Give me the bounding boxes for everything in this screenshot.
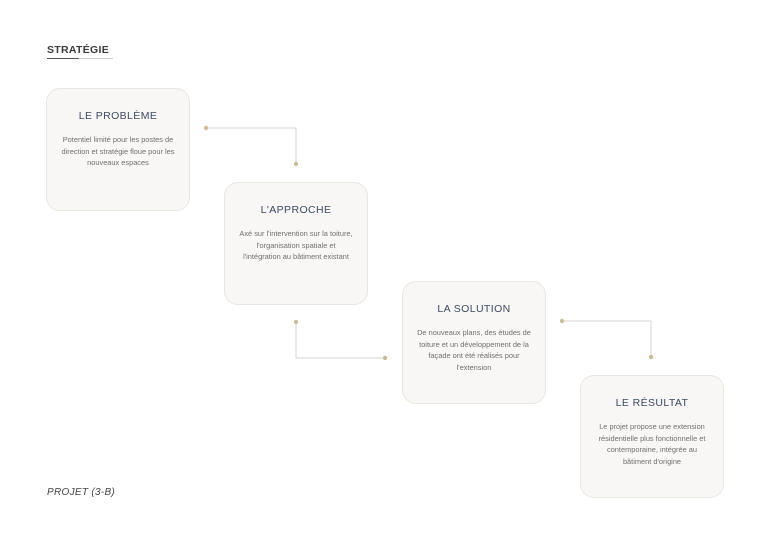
step-description: Le projet propose une extension résidentielle plus fonctionnelle et contemporaine, intégrée au bâtiment d'origine xyxy=(598,422,706,466)
step-card-resultat xyxy=(580,375,724,498)
step-card-solution xyxy=(402,281,546,404)
step-card-approche xyxy=(224,182,368,305)
connector-approche-solution xyxy=(294,320,387,360)
step-title: LE PROBLÈME xyxy=(78,110,158,122)
step-card-probleme xyxy=(46,88,190,211)
connector-probleme-approche xyxy=(204,126,298,166)
connector-solution-resultat xyxy=(560,319,653,359)
project-label: PROJET (3-B) xyxy=(47,487,116,498)
section-title: STRATÉGIE xyxy=(47,44,110,56)
step-title: LA SOLUTION xyxy=(437,303,511,315)
step-title: L'APPROCHE xyxy=(260,204,332,216)
step-description: De nouveaux plans, des études de toiture et un développement de la façade ont été réalisés pour l'extension xyxy=(417,328,531,372)
step-title: LE RÉSULTAT xyxy=(615,397,689,409)
step-description: Potentiel limité pour les postes de direction et stratégie floue pour les nouveaux espaces xyxy=(61,135,175,168)
step-description: Axé sur l'intervention sur la toiture, l'organisation spatiale et l'intégration au bâtiment existant xyxy=(239,229,353,262)
